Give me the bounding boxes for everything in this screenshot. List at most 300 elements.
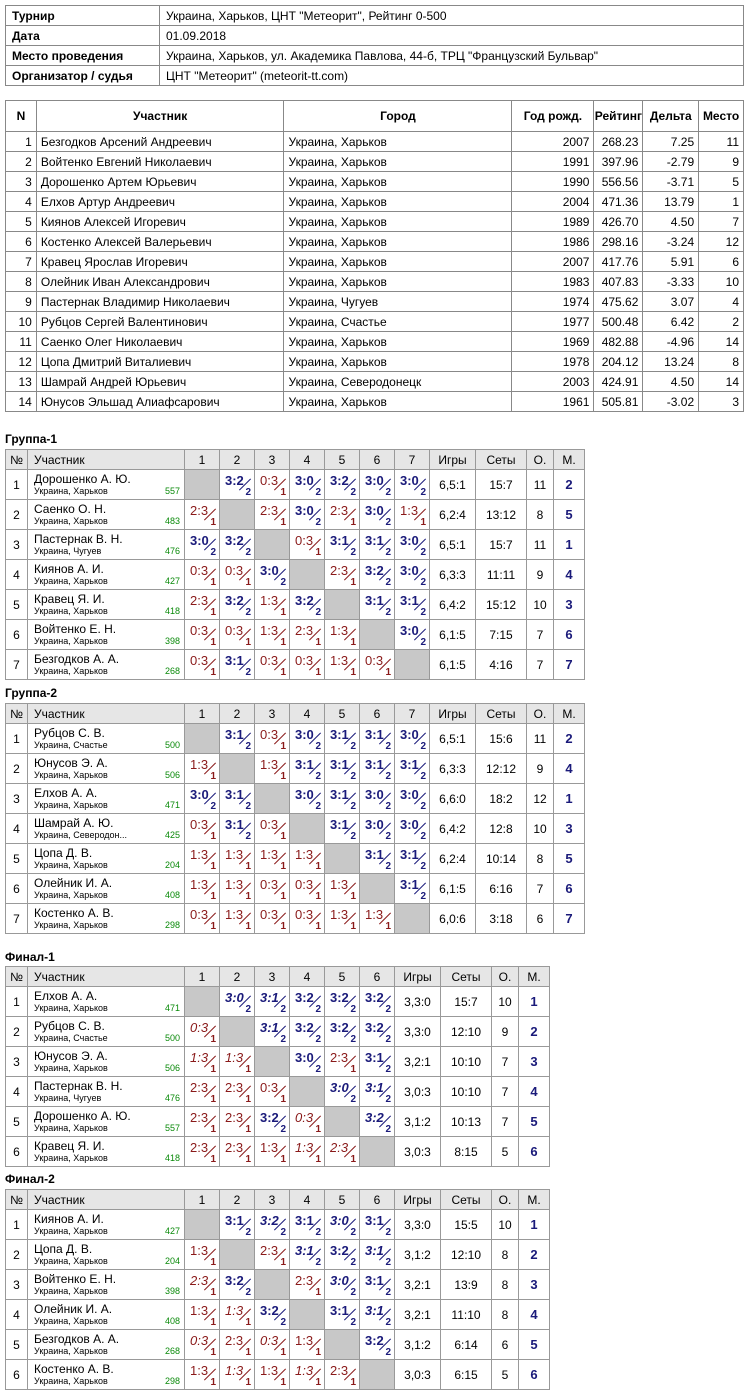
player-cell	[28, 560, 185, 590]
participant-cell: Рубцов Сергей Валентинович	[36, 312, 284, 332]
sets-cell: 3:18	[476, 904, 527, 934]
match-points: 1	[385, 667, 391, 678]
player-name: Елхов А. А.	[34, 988, 98, 1003]
participant-cell: 2	[699, 312, 744, 332]
score-text: 2:3	[330, 1140, 349, 1155]
participant-cell: 6	[6, 232, 37, 252]
place-cell: 5	[519, 1330, 550, 1360]
player-rating: 471	[164, 800, 180, 810]
score-text: 3:0	[330, 1213, 349, 1228]
score-text: 1:3	[225, 1050, 244, 1065]
player-name: Безгодков А. А.	[34, 1331, 120, 1346]
participant-row	[6, 272, 744, 292]
match-cell	[185, 1270, 220, 1300]
score-text: 0:3	[190, 817, 209, 832]
match-score	[290, 1210, 324, 1239]
match-points: 1	[280, 831, 286, 842]
match-score	[255, 590, 289, 619]
match-points: 2	[315, 801, 321, 812]
match-cell	[290, 1017, 325, 1047]
match-score	[360, 1270, 394, 1299]
player-city: Украина, Харьков	[34, 919, 108, 930]
match-points: 2	[350, 1034, 356, 1045]
participant-row	[6, 212, 744, 232]
score-text: 2:3	[225, 1110, 244, 1125]
points-cell: 7	[527, 620, 554, 650]
score-text: 3:1	[400, 877, 419, 892]
match-cell	[290, 620, 325, 650]
score-text: 1:3	[295, 847, 314, 862]
score-text: 3:1	[365, 1273, 384, 1288]
participant-cell: Украина, Харьков	[284, 132, 512, 152]
match-cell	[325, 904, 360, 934]
group-title: Финал-1	[5, 950, 55, 964]
group-row	[6, 844, 585, 874]
match-cell	[220, 1210, 255, 1240]
games-cell: 6,5:1	[430, 470, 476, 500]
match-score	[255, 814, 289, 843]
match-points: 1	[210, 831, 216, 842]
player-city: Украина, Харьков	[34, 515, 108, 526]
match-points: 2	[245, 667, 251, 678]
score-text: 3:0	[225, 990, 244, 1005]
group-title: Группа-2	[5, 686, 58, 700]
player-cell	[28, 530, 185, 560]
row-number: 4	[6, 560, 28, 590]
group-header-row	[6, 967, 550, 987]
group-header: М.	[519, 1190, 550, 1210]
sets-cell: 6:14	[441, 1330, 492, 1360]
score-text: 3:0	[400, 623, 419, 638]
match-cell	[185, 1017, 220, 1047]
match-cell	[255, 470, 290, 500]
match-score	[185, 650, 219, 679]
match-points: 1	[280, 517, 286, 528]
score-text: 2:3	[225, 1080, 244, 1095]
info-label: Турнир	[6, 6, 160, 26]
participant-cell: 556.56	[594, 172, 643, 192]
participant-cell: Киянов Алексей Игоревич	[36, 212, 284, 232]
group-header: №	[6, 1190, 28, 1210]
player-name: Рубцов С. В.	[34, 1018, 105, 1033]
player-cell	[28, 904, 185, 934]
match-score	[290, 874, 324, 903]
match-cell	[360, 987, 395, 1017]
match-cell	[395, 590, 430, 620]
match-cell	[255, 590, 290, 620]
row-number: 7	[6, 904, 28, 934]
score-text: 3:0	[190, 533, 209, 548]
place-cell: 2	[554, 470, 585, 500]
match-score	[290, 1240, 324, 1269]
match-cell	[325, 724, 360, 754]
match-score	[395, 530, 429, 559]
match-points: 2	[385, 741, 391, 752]
group-header: 2	[220, 1190, 255, 1210]
group-title: Финал-2	[5, 1172, 55, 1186]
score-text: 1:3	[295, 1333, 314, 1348]
row-number: 1	[6, 724, 28, 754]
match-score	[220, 590, 254, 619]
score-text: 1:3	[190, 1050, 209, 1065]
match-score	[185, 1107, 219, 1136]
match-cell	[185, 1137, 220, 1167]
match-score	[220, 1137, 254, 1166]
participant-row	[6, 132, 744, 152]
participant-cell: 2003	[512, 372, 594, 392]
player-city: Украина, Харьков	[34, 1152, 108, 1163]
player-cell	[28, 1210, 185, 1240]
player-name: Дорошенко А. Ю.	[34, 1108, 131, 1123]
sets-cell: 18:2	[476, 784, 527, 814]
group-header: 1	[185, 967, 220, 987]
match-score	[185, 500, 219, 529]
player-name: Войтенко Е. Н.	[34, 621, 117, 636]
match-cell	[255, 1210, 290, 1240]
player-cell	[28, 987, 185, 1017]
group-header: 1	[185, 704, 220, 724]
match-cell	[220, 590, 255, 620]
score-text: 3:1	[330, 727, 349, 742]
match-points: 2	[280, 1034, 286, 1045]
match-cell	[255, 754, 290, 784]
group-header: 5	[325, 1190, 360, 1210]
player-cell	[28, 724, 185, 754]
match-cell	[290, 470, 325, 500]
match-cell	[220, 904, 255, 934]
participant-cell: 397.96	[594, 152, 643, 172]
group-header: О.	[492, 967, 519, 987]
group-header: Участник	[28, 450, 185, 470]
participant-cell: 8	[699, 352, 744, 372]
player-city: Украина, Харьков	[34, 1255, 108, 1266]
score-text: 0:3	[190, 563, 209, 578]
match-cell	[255, 1330, 290, 1360]
participant-cell: 1	[6, 132, 37, 152]
score-text: 0:3	[295, 653, 314, 668]
match-points: 2	[420, 487, 426, 498]
match-cell	[185, 814, 220, 844]
sets-cell: 6:15	[441, 1360, 492, 1390]
place-cell: 4	[554, 754, 585, 784]
self-cell	[290, 560, 325, 590]
match-points: 2	[385, 1227, 391, 1238]
match-points: 1	[350, 667, 356, 678]
match-points: 2	[385, 1257, 391, 1268]
row-number: 5	[6, 844, 28, 874]
match-cell	[220, 1330, 255, 1360]
score-text: 1:3	[190, 1243, 209, 1258]
match-score	[220, 470, 254, 499]
match-points: 2	[350, 801, 356, 812]
player-name: Костенко А. В.	[34, 1361, 114, 1376]
score-text: 2:3	[190, 503, 209, 518]
score-text: 1:3	[190, 1303, 209, 1318]
match-points: 1	[315, 861, 321, 872]
match-points: 2	[385, 771, 391, 782]
points-cell: 10	[492, 987, 519, 1017]
match-points: 1	[210, 1064, 216, 1075]
match-score	[185, 874, 219, 903]
group-row	[6, 620, 585, 650]
place-cell: 1	[554, 530, 585, 560]
score-text: 3:0	[400, 563, 419, 578]
player-cell	[28, 814, 185, 844]
score-text: 0:3	[260, 907, 279, 922]
score-text: 3:1	[365, 1213, 384, 1228]
group-table	[5, 1189, 550, 1390]
group-header: №	[6, 967, 28, 987]
match-score	[360, 1300, 394, 1329]
match-score	[360, 987, 394, 1016]
match-score	[360, 650, 394, 679]
score-text: 2:3	[190, 593, 209, 608]
self-cell	[220, 1240, 255, 1270]
group-header: 4	[290, 450, 325, 470]
player-rating: 427	[164, 1226, 180, 1236]
place-cell: 7	[554, 650, 585, 680]
group-row	[6, 874, 585, 904]
score-text: 2:3	[260, 503, 279, 518]
match-points: 2	[385, 547, 391, 558]
self-cell	[220, 500, 255, 530]
score-text: 3:1	[225, 817, 244, 832]
match-points: 1	[280, 741, 286, 752]
match-points: 1	[315, 637, 321, 648]
match-points: 2	[210, 801, 216, 812]
match-points: 1	[210, 577, 216, 588]
match-cell	[185, 844, 220, 874]
match-score	[290, 500, 324, 529]
match-cell	[255, 1137, 290, 1167]
games-cell: 3,0:3	[395, 1137, 441, 1167]
row-number: 1	[6, 470, 28, 500]
score-text: 1:3	[400, 503, 419, 518]
score-text: 3:2	[260, 1110, 279, 1125]
match-cell	[325, 1300, 360, 1330]
match-points: 2	[350, 1094, 356, 1105]
match-cell	[220, 1107, 255, 1137]
row-number: 3	[6, 1270, 28, 1300]
group-row	[6, 470, 585, 500]
games-cell: 6,3:3	[430, 560, 476, 590]
match-score	[360, 784, 394, 813]
match-cell	[220, 724, 255, 754]
match-cell	[325, 1360, 360, 1390]
player-city: Украина, Харьков	[34, 1375, 108, 1386]
match-score	[290, 1360, 324, 1389]
player-rating: 268	[164, 1346, 180, 1356]
match-points: 1	[245, 1064, 251, 1075]
place-cell: 4	[519, 1300, 550, 1330]
player-name: Юнусов Э. А.	[34, 755, 108, 770]
match-points: 1	[315, 1377, 321, 1388]
participant-row	[6, 332, 744, 352]
score-text: 3:2	[260, 1213, 279, 1228]
match-cell	[360, 724, 395, 754]
player-city: Украина, Харьков	[34, 665, 108, 676]
match-points: 2	[315, 517, 321, 528]
score-text: 3:1	[365, 1303, 384, 1318]
match-cell	[290, 1107, 325, 1137]
group-header: О.	[527, 450, 554, 470]
participant-cell: 7	[699, 212, 744, 232]
score-text: 0:3	[260, 1333, 279, 1348]
match-cell	[255, 560, 290, 590]
player-name: Цопа Д. В.	[34, 1241, 93, 1256]
player-city: Украина, Харьков	[34, 1225, 108, 1236]
score-text: 3:1	[225, 727, 244, 742]
sets-cell: 15:7	[441, 987, 492, 1017]
player-cell	[28, 1077, 185, 1107]
participant-cell: 12	[699, 232, 744, 252]
match-cell	[220, 814, 255, 844]
sets-cell: 15:7	[476, 530, 527, 560]
match-points: 2	[280, 577, 286, 588]
points-cell: 6	[492, 1330, 519, 1360]
player-city: Украина, Харьков	[34, 799, 108, 810]
match-score	[220, 620, 254, 649]
match-points: 2	[315, 1257, 321, 1268]
match-score	[255, 1210, 289, 1239]
match-score	[360, 1330, 394, 1359]
group-header: Сеты	[476, 450, 527, 470]
participant-cell: 2007	[512, 252, 594, 272]
group-header: 5	[325, 967, 360, 987]
match-points: 1	[245, 1154, 251, 1165]
participant-row	[6, 292, 744, 312]
group-row	[6, 1360, 550, 1390]
match-cell	[325, 814, 360, 844]
match-score	[290, 987, 324, 1016]
score-text: 3:1	[365, 847, 384, 862]
sets-cell: 15:6	[476, 724, 527, 754]
match-points: 1	[420, 517, 426, 528]
match-points: 2	[420, 741, 426, 752]
match-cell	[255, 1240, 290, 1270]
match-score	[185, 1360, 219, 1389]
participant-cell: Украина, Счастье	[284, 312, 512, 332]
match-score	[290, 470, 324, 499]
match-points: 2	[385, 861, 391, 872]
score-text: 0:3	[190, 1020, 209, 1035]
player-name: Кравец Я. И.	[34, 1138, 105, 1153]
group-row	[6, 1107, 550, 1137]
score-text: 3:2	[330, 1243, 349, 1258]
score-text: 2:3	[225, 1140, 244, 1155]
points-cell: 10	[527, 814, 554, 844]
match-score	[325, 1300, 359, 1329]
participant-cell: Украина, Харьков	[284, 232, 512, 252]
row-number: 4	[6, 1300, 28, 1330]
score-text: 1:3	[225, 907, 244, 922]
match-cell	[220, 470, 255, 500]
score-text: 3:1	[365, 1080, 384, 1095]
row-number: 5	[6, 590, 28, 620]
player-name: Киянов А. И.	[34, 561, 104, 576]
match-score	[360, 754, 394, 783]
match-points: 2	[420, 801, 426, 812]
score-text: 3:0	[365, 817, 384, 832]
match-points: 2	[385, 831, 391, 842]
match-points: 1	[280, 637, 286, 648]
match-score	[290, 1107, 324, 1136]
match-points: 1	[385, 921, 391, 932]
participant-cell: Войтенко Евгений Николаевич	[36, 152, 284, 172]
participant-cell: 7	[6, 252, 37, 272]
group-row	[6, 1210, 550, 1240]
player-rating: 557	[164, 486, 180, 496]
sets-cell: 12:8	[476, 814, 527, 844]
place-cell: 5	[554, 844, 585, 874]
games-cell: 3,1:2	[395, 1330, 441, 1360]
group-header: Игры	[430, 704, 476, 724]
match-score	[255, 1137, 289, 1166]
info-row	[6, 46, 744, 66]
player-name: Саенко О. Н.	[34, 501, 107, 516]
group-header: 5	[325, 450, 360, 470]
match-cell	[325, 1077, 360, 1107]
match-points: 2	[315, 741, 321, 752]
match-points: 1	[280, 921, 286, 932]
sets-cell: 10:10	[441, 1077, 492, 1107]
match-score	[185, 1017, 219, 1046]
score-text: 3:2	[260, 1303, 279, 1318]
participant-cell: -4.96	[643, 332, 699, 352]
participant-cell: 2	[6, 152, 37, 172]
match-score	[220, 1270, 254, 1299]
match-score	[255, 1077, 289, 1106]
participant-cell: Украина, Харьков	[284, 252, 512, 272]
participant-cell: 1969	[512, 332, 594, 352]
participant-cell: Украина, Харьков	[284, 212, 512, 232]
group-header: Участник	[28, 1190, 185, 1210]
match-cell	[255, 874, 290, 904]
participant-cell: Елхов Артур Андреевич	[36, 192, 284, 212]
match-points: 2	[315, 771, 321, 782]
match-points: 1	[245, 1124, 251, 1135]
match-score	[255, 754, 289, 783]
match-score	[290, 904, 324, 933]
participant-row	[6, 252, 744, 272]
match-cell	[185, 650, 220, 680]
sets-cell: 6:16	[476, 874, 527, 904]
group-header: 7	[395, 704, 430, 724]
match-cell	[360, 560, 395, 590]
player-city: Украина, Счастье	[34, 1032, 108, 1043]
score-text: 3:1	[365, 1050, 384, 1065]
player-rating: 298	[164, 1376, 180, 1386]
score-text: 2:3	[190, 1140, 209, 1155]
match-points: 1	[245, 921, 251, 932]
score-text: 3:2	[365, 990, 384, 1005]
match-cell	[395, 530, 430, 560]
participant-cell: Украина, Харьков	[284, 172, 512, 192]
match-score	[360, 1107, 394, 1136]
match-points: 2	[420, 771, 426, 782]
group-header: М.	[554, 450, 585, 470]
match-cell	[325, 987, 360, 1017]
score-text: 3:0	[330, 1080, 349, 1095]
participant-cell: Костенко Алексей Валерьевич	[36, 232, 284, 252]
match-cell	[360, 754, 395, 784]
place-cell: 2	[554, 724, 585, 754]
group-header: Сеты	[476, 704, 527, 724]
match-score	[325, 1270, 359, 1299]
match-score	[185, 530, 219, 559]
score-text: 3:1	[295, 1213, 314, 1228]
match-score	[255, 1240, 289, 1269]
